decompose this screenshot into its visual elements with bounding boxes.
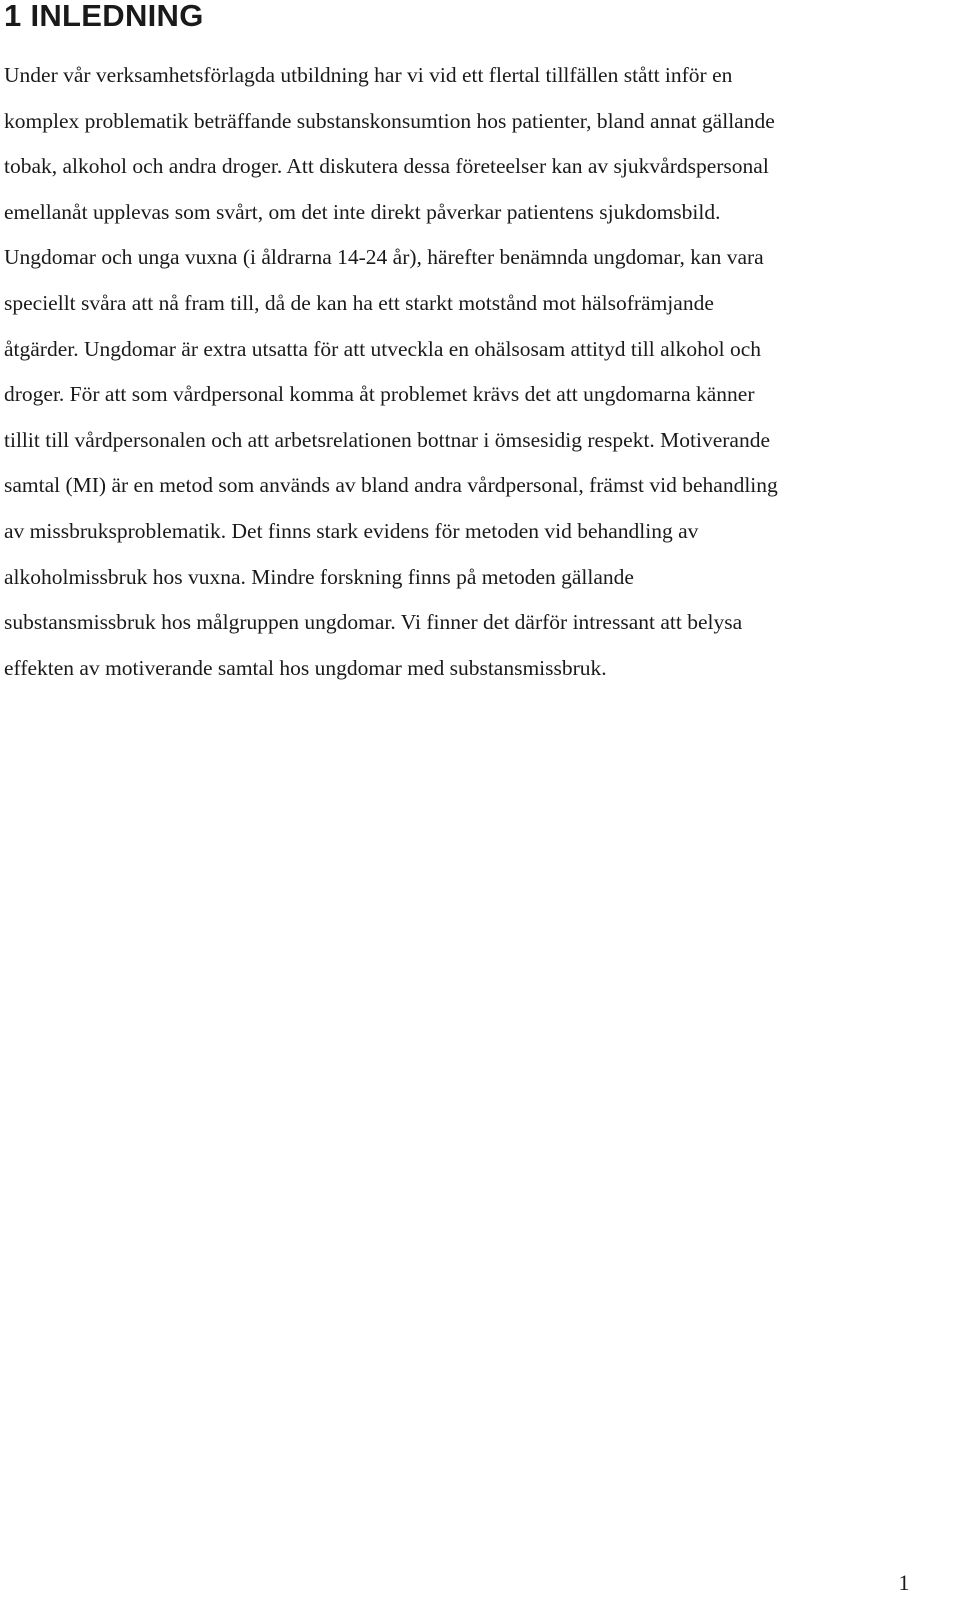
text-line: substansmissbruk hos målgruppen ungdomar. Vi finner det därför intressant att belysa xyxy=(4,610,743,635)
text-line: åtgärder. Ungdomar är extra utsatta för att utveckla en ohälsosam attityd till alkohol och xyxy=(4,336,762,361)
text-line: alkoholmissbruk hos vuxna. Mindre forskning finns på metoden gällande xyxy=(4,564,634,589)
text-line: komplex problematik beträffande substanskonsumtion hos patienter, bland annat gällande xyxy=(4,108,775,133)
text-line: samtal (MI) är en metod som används av bland andra vårdpersonal, främst vid behandling xyxy=(4,473,778,498)
text-line: droger. För att som vårdpersonal komma åt problemet krävs det att ungdomarna känner xyxy=(4,382,755,407)
text-line: tobak, alkohol och andra droger. Att diskutera dessa företeelser kan av sjukvårdspersonal xyxy=(4,154,769,179)
text-line: speciellt svåra att nå fram till, då de kan ha ett starkt motstånd mot hälsofrämjande xyxy=(4,290,714,315)
page-number: 1 xyxy=(898,1570,910,1595)
body-paragraph xyxy=(4,53,944,691)
text-line: effekten av motiverande samtal hos ungdomar med substansmissbruk. xyxy=(4,655,607,680)
text-line: tillit till vårdpersonalen och att arbetsrelationen bottnar i ömsesidig respekt. Motiverande xyxy=(4,427,771,452)
text-line: Ungdomar och unga vuxna (i åldrarna 14-24 år), härefter benämnda ungdomar, kan vara xyxy=(4,245,764,270)
text-line: av missbruksproblematik. Det finns stark evidens för metoden vid behandling av xyxy=(4,518,699,543)
text-line: Under vår verksamhetsförlagda utbildning har vi vid ett flertal tillfällen stått inför en xyxy=(4,63,733,87)
text-line: emellanåt upplevas som svårt, om det inte direkt påverkar patientens sjukdomsbild. xyxy=(4,199,721,224)
section-heading: 1 INLEDNING xyxy=(4,0,204,33)
